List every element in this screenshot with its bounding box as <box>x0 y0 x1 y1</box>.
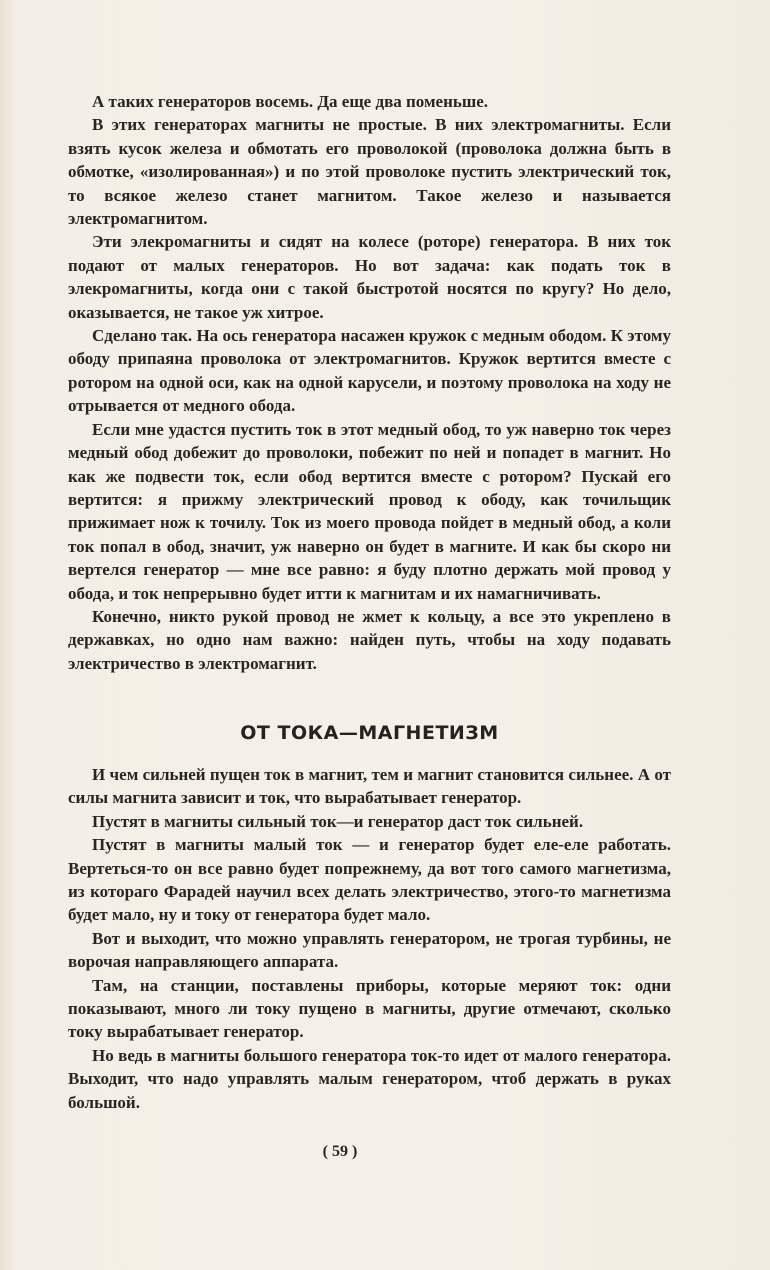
paragraph: А таких генераторов восемь. Да еще два поменьше. <box>92 92 489 111</box>
paragraph: Там, на станции, поставлены приборы, которые меряют ток: одни показывают, много ли току пущено в магниты, другие отмечают, сколько току вырабатывает генератор. <box>68 975 671 1042</box>
paragraph: Сделано так. На ось генератора насажен кружок с медным ободом. К этому ободу припаяна проволока от электромагнитов. Кружок вертится вместе с ротором на одной оси, как на одной карусели, и поэтому проволока на ходу не отрывается от медного обода. <box>68 326 671 416</box>
paragraph: Вот и выходит, что можно управлять генератором, не трогая турбины, не ворочая направляющего аппарата. <box>68 928 671 972</box>
paragraph: Пустят в магниты сильный ток—и генератор даст ток сильней. <box>92 811 584 831</box>
section-heading: ОТ ТОКА—МАГНЕТИЗМ <box>240 722 499 744</box>
body-text-section-1 <box>68 90 671 675</box>
page-number: ( 59 ) <box>322 1143 358 1160</box>
paragraph: Эти элекромагниты и сидят на колесе (роторе) генератора. В них ток подают от малых генераторов. Но вот задача: как подать ток в элекромагниты, когда они с такой быстротой носятся по кругу? Но дело, оказывается, не такое уж хитрое. <box>68 232 671 322</box>
paragraph: Если мне удастся пустить ток в этот медный обод, то уж наверно ток через медный обод добежит до проволоки, побежит по ней и попадет в магнит. Но как же подвести ток, если обод вертится вместе с ротором? Пускай его вертится: я прижму электрический провод к ободу, как точильщик прижимает нож к точилу. Ток из моего провода пойдет в медный обод, а коли ток попал в обод, значит, уж наверно он будет в магните. И как бы скоро ни вертелся генератор — мне все равно: я буду плотно держать мой провод у обода, и ток непрерывно будет итти к магнитам и их намагничивать. <box>68 419 671 603</box>
paragraph: Пустят в магниты малый ток — и генератор будет еле-еле работать. Вертеться-то он все равно будет попрежнему, да вот того самого магнетизма, из котораго Фарадей научил всех делать электричество, этого-то магнетизма будет мало, ну и току от генератора будет мало. <box>68 835 671 925</box>
paragraph: И чем сильней пущен ток в магнит, тем и магнит становится сильнее. А от силы магнита зависит и ток, что вырабатывает генератор. <box>68 765 671 808</box>
paragraph: В этих генераторах магниты не простые. В них электромагниты. Если взять кусок железа и обмотать его проволокой (проволока должна быть в обмотке, «изолированная») и по этой проволоке пустить электрический ток, то всякое железо станет магнитом. Такое железо и называется электромагнитом. <box>68 115 671 229</box>
paragraph: Но ведь в магниты большого генератора ток-то идет от малого генератора. Выходит, что надо управлять малым генератором, чтоб держать в руках большой. <box>68 1045 671 1112</box>
paragraph: Конечно, никто рукой провод не жмет к кольцу, а все это укреплено в державках, но одно нам важно: найден путь, чтобы на ходу подавать электричество в электромагнит. <box>68 606 671 673</box>
body-text-section-2 <box>68 763 671 1114</box>
